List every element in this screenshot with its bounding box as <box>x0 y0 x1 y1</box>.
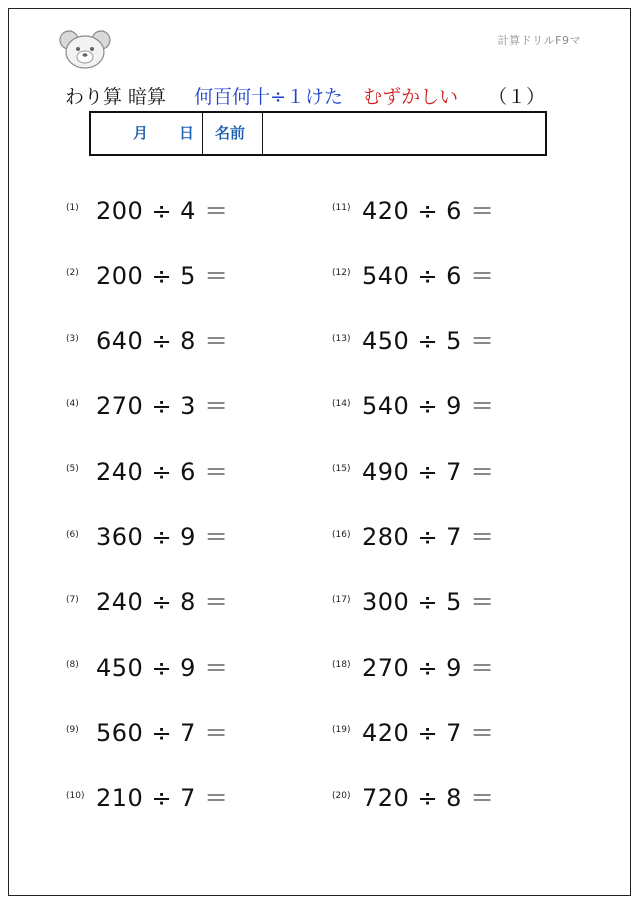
title-difficulty: むずかしい <box>363 86 459 108</box>
problem-number: (17) <box>332 594 351 605</box>
problem-item <box>332 645 495 685</box>
problem-number: (5) <box>66 464 79 475</box>
problem-item <box>66 580 229 620</box>
problem-number: (7) <box>66 594 79 605</box>
day-label: 日 <box>179 124 195 142</box>
problem-expression: 450 ÷ 5 ＝ <box>362 327 495 356</box>
title-main: わり算 暗算 <box>65 86 167 108</box>
problem-number: (19) <box>332 725 351 736</box>
problem-item <box>332 384 495 424</box>
problem-number: (10) <box>66 790 85 801</box>
name-field[interactable] <box>263 113 545 154</box>
problem-expression: 240 ÷ 6 ＝ <box>96 457 229 486</box>
problem-number: (18) <box>332 660 351 671</box>
problem-expression: 270 ÷ 3 ＝ <box>96 392 229 421</box>
problem-expression: 240 ÷ 8 ＝ <box>96 588 229 617</box>
problem-item <box>66 645 229 685</box>
page-title <box>65 82 545 109</box>
brand-label: 計算ドリルF9マ <box>497 34 581 47</box>
problem-number: (3) <box>66 333 79 344</box>
problem-expression: 270 ÷ 9 ＝ <box>362 653 495 682</box>
problem-item <box>332 710 495 750</box>
bear-mascot-icon <box>58 30 112 70</box>
problem-item <box>332 580 495 620</box>
problem-item <box>332 253 495 293</box>
problem-item <box>66 710 229 750</box>
problem-number: (4) <box>66 398 79 409</box>
name-label: 名前 <box>203 113 263 154</box>
problem-item <box>332 188 495 228</box>
problem-item <box>66 253 229 293</box>
problem-item <box>332 319 495 359</box>
problem-expression: 300 ÷ 5 ＝ <box>362 588 495 617</box>
problem-item <box>332 776 495 816</box>
problem-item <box>66 188 229 228</box>
problem-item <box>66 515 229 555</box>
problem-expression: 490 ÷ 7 ＝ <box>362 457 495 486</box>
problem-expression: 560 ÷ 7 ＝ <box>96 718 229 747</box>
title-topic: 何百何十÷１けた <box>194 86 344 108</box>
problem-expression: 450 ÷ 9 ＝ <box>96 653 229 682</box>
problem-number: (15) <box>332 464 351 475</box>
problem-item <box>332 515 495 555</box>
problem-expression: 420 ÷ 6 ＝ <box>362 196 495 225</box>
problem-expression: 210 ÷ 7 ＝ <box>96 784 229 813</box>
problem-expression: 200 ÷ 4 ＝ <box>96 196 229 225</box>
date-field[interactable] <box>91 113 203 154</box>
problem-number: (11) <box>332 203 351 213</box>
problem-number: (9) <box>66 725 79 736</box>
problem-number: (12) <box>332 268 351 279</box>
problem-expression: 420 ÷ 7 ＝ <box>362 718 495 747</box>
problem-expression: 540 ÷ 6 ＝ <box>362 261 495 290</box>
problem-number: (6) <box>66 529 79 540</box>
problem-expression: 640 ÷ 8 ＝ <box>96 327 229 356</box>
problem-number: (14) <box>332 398 351 409</box>
problem-number: (2) <box>66 268 79 279</box>
problem-expression: 720 ÷ 8 ＝ <box>362 784 495 813</box>
problem-number: (16) <box>332 529 351 540</box>
problem-expression: 200 ÷ 5 ＝ <box>96 261 229 290</box>
problem-number: (13) <box>332 333 351 344</box>
title-number: （１） <box>488 86 546 108</box>
problem-item <box>332 449 495 489</box>
problem-item <box>66 776 229 816</box>
problem-number: (8) <box>66 660 79 671</box>
problem-expression: 540 ÷ 9 ＝ <box>362 392 495 421</box>
name-date-box <box>89 111 547 156</box>
problem-number: (20) <box>332 790 351 801</box>
problem-item <box>66 384 229 424</box>
problem-item <box>66 319 229 359</box>
problem-expression: 280 ÷ 7 ＝ <box>362 523 495 551</box>
problem-expression: 360 ÷ 9 ＝ <box>96 523 229 551</box>
problem-item <box>66 449 229 489</box>
month-label: 月 <box>133 124 149 142</box>
problem-number: (1) <box>66 203 79 213</box>
